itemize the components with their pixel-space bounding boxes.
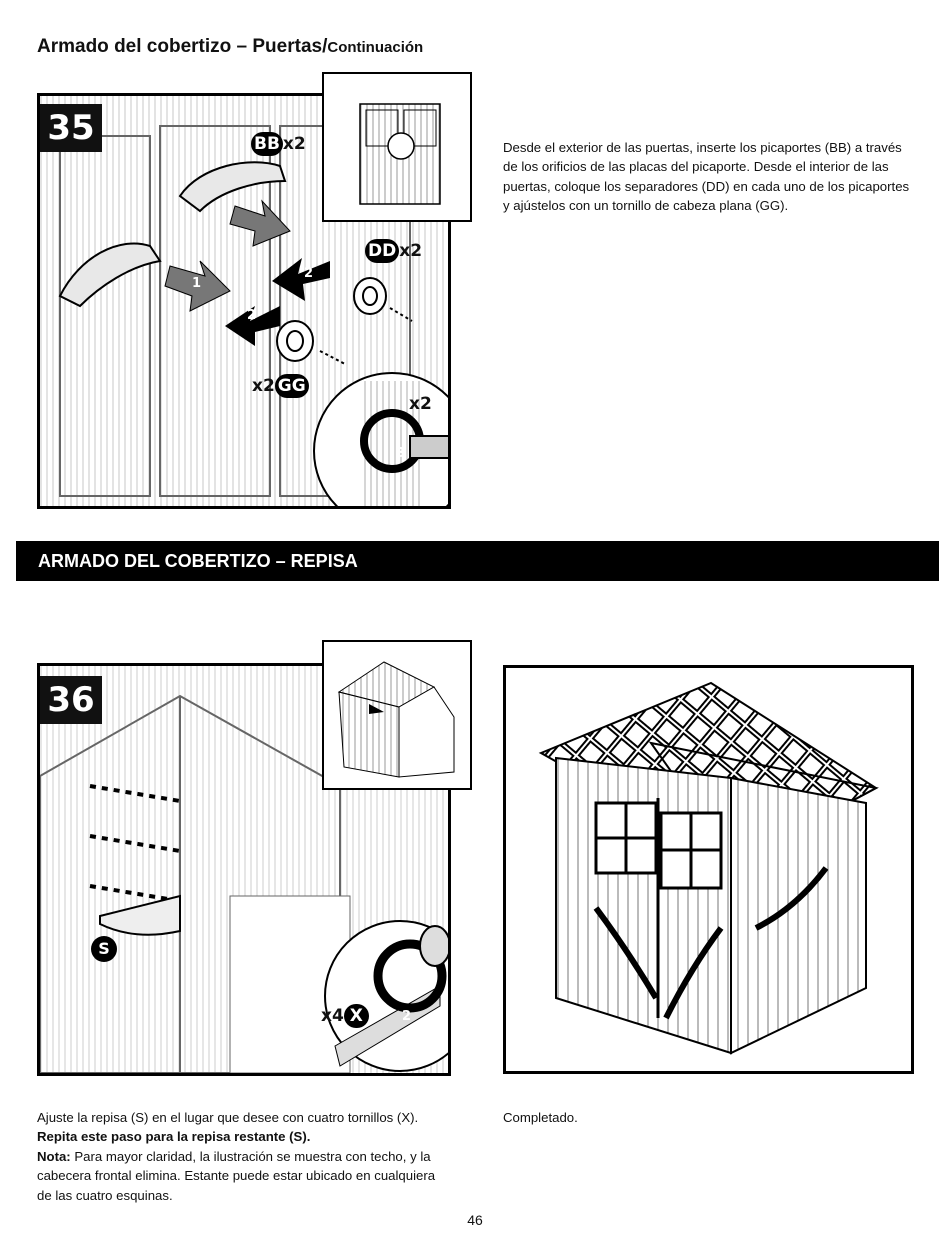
section-banner-title: ARMADO DEL COBERTIZO – REPISA [38, 551, 358, 571]
step-35-number: 35 [40, 104, 102, 152]
step-36-inset-shed [322, 640, 472, 790]
x-quantity: x4 [321, 1006, 344, 1026]
step-36-note-label: Nota: [37, 1148, 71, 1164]
bb-callout [251, 132, 306, 156]
page-number: 46 [467, 1212, 483, 1228]
dd-callout [365, 239, 422, 263]
arrow-label-36: 2 [402, 1009, 412, 1024]
step-35-instructions [503, 138, 918, 216]
completed-caption: Completado. [503, 1110, 578, 1125]
page-title-main: Armado del cobertizo – Puertas/ [37, 36, 328, 57]
dd-quantity: x2 [399, 241, 423, 261]
shed-overview-drawing [324, 642, 470, 788]
step-35-instructions-text: Desde el exterior de las puertas, inserte los picaportes (BB) a través de los orificios de las placas del picaporte. Desde el interior de las puertas, coloque los separadores (DD) en cada uno de los picaportes y ajústelos con un tornillo de cabeza plana (GG). [503, 140, 910, 214]
x-callout [321, 1004, 369, 1028]
step-35-inset-door [322, 72, 472, 222]
arrow-label-3: 3 [396, 446, 406, 461]
page-title-suffix: Continuación [327, 39, 424, 56]
arrow-label-2a: 2 [247, 308, 257, 323]
bb-quantity: x2 [282, 134, 306, 154]
step-36-note-text: Para mayor claridad, la ilustración se muestra con techo, y la cabecera frontal elimina. Estante puede estar ubicado en cualquiera de las cuatro esquinas. [37, 1148, 436, 1203]
step-36-number: 36 [40, 676, 102, 724]
gg-part-label: GG [275, 374, 309, 398]
step-36-instructions [37, 1108, 452, 1205]
step-36-line1: Ajuste la repisa (S) en el lugar que desee con cuatro tornillos (X). [37, 1110, 419, 1125]
completed-shed-drawing [506, 668, 911, 1071]
gg-callout [252, 374, 309, 398]
arrow-label-2b: 2 [304, 266, 314, 281]
step-36-repeat: Repita este paso para la repisa restante (S). [37, 1129, 311, 1145]
detail-quantity: x2 [409, 394, 432, 414]
arrow-label-1: 1 [192, 276, 202, 291]
x-part-label: X [344, 1004, 369, 1028]
gg-quantity: x2 [252, 376, 275, 396]
page-title [37, 36, 423, 58]
s-callout: S [91, 936, 117, 962]
door-overview-drawing [324, 74, 470, 220]
bb-part-label: BB [251, 132, 283, 156]
completed-shed-illustration [503, 665, 914, 1074]
section-banner [16, 541, 939, 581]
dd-part-label: DD [365, 239, 399, 263]
